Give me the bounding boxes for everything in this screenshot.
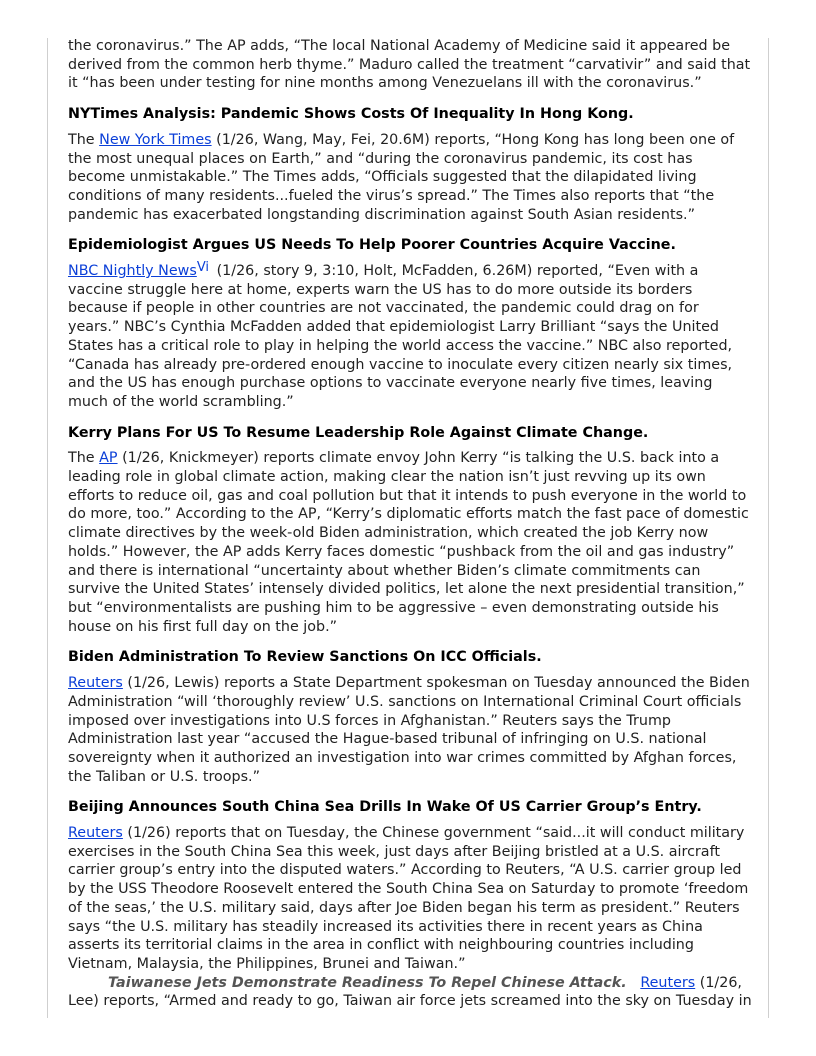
article-south-china-sea: [68, 798, 752, 1011]
article-kerry-climate: [68, 424, 752, 637]
intro-paragraph: the coronavirus.” The AP adds, “The local National Academy of Medicine said it appeared be derived from the common herb thyme.” Maduro called the treatment “carvativir” and said that it “has been under testing for nine months among Venezuelans ill with the coronavirus.”: [68, 38, 751, 92]
article-vaccine-access: [68, 236, 752, 411]
article-headline: NYTimes Analysis: Pandemic Shows Costs Of Inequality In Hong Kong.: [68, 106, 634, 123]
article-nytimes-hong-kong: [68, 105, 752, 224]
article-headline: Biden Administration To Review Sanctions On ICC Officials.: [68, 649, 542, 666]
source-link-new-york-times[interactable]: New York Times: [99, 131, 212, 148]
source-link-reuters[interactable]: Reuters: [640, 974, 696, 991]
article-headline: Beijing Announces South China Sea Drills In Wake Of US Carrier Group’s Entry.: [68, 799, 702, 816]
article-body: Reuters (1/26, Lewis) reports a State Department spokesman on Tuesday announced the Biden Administration “will ‘thoroughly review’ U.S. sanctions on International Criminal Court officials imposed over investigations into U.S forces in Afghanistan.” Reuters says the Trump Administration last year “accused the Hague-based tribunal of infringing on U.S. national sovereignty when it authorized an investigation into war crimes committed by Afghan forces, the Taliban or U.S. troops.”: [68, 675, 750, 785]
article-body: Reuters (1/26) reports that on Tuesday, the Chinese government “said...it will conduct military exercises in the South China Sea this week, just days after Beijing bristled at a U.S. aircraft carrier group’s entry into the disputed waters.” According to Reuters, “A U.S. carrier group led by the USS Theodore Roosevelt entered the South China Sea on Saturday to promote ‘freedom of the seas,’ the U.S. military said, days after Joe Biden began his term as president.” Reuters says “the U.S. military has steadily increased its activities there in recent years as China asserts its territorial claims in the area in conflict with neighbouring countries including Vietnam, Malaysia, the Philippines, Brunei and Taiwan.”: [68, 825, 749, 972]
page-border-left: [47, 38, 48, 1018]
article-headline: Kerry Plans For US To Resume Leadership Role Against Climate Change.: [68, 424, 649, 441]
article-body: The New York Times (1/26, Wang, May, Fei, 20.6M) reports, “Hong Kong has long been one of the most unequal places on Earth,” and “during the coronavirus pandemic, its cost has become unmistakable.” The Times adds, “Officials suggested that the dilapidated living conditions of many residents...fueled the virus’s spread.” The Times also reports that “the pandemic has exacerbated longstanding discrimination against South Asian residents.”: [68, 131, 735, 223]
source-link-reuters[interactable]: Reuters: [68, 675, 123, 692]
video-marker[interactable]: Vi: [196, 260, 210, 276]
news-briefing-body: [68, 37, 752, 1011]
source-link-ap[interactable]: AP: [99, 450, 118, 467]
article-icc-sanctions: [68, 648, 752, 786]
source-link-reuters[interactable]: Reuters: [68, 825, 123, 842]
source-link-nbc-nightly-news[interactable]: NBC Nightly News: [68, 263, 197, 280]
subitem-taiwan-jets: Taiwanese Jets Demonstrate Readiness To Repel Chinese Attack. Reuters (1/26, Lee) reports, “Armed and ready to go, Taiwan air force jets screamed into the sky on Tuesday in: [68, 974, 752, 1010]
article-body: NBC Nightly News$^{Vi}$ (1/26, story 9, 3:10, Holt, McFadden, 6.26M) reported, “Even with a vaccine struggle here at home, experts warn the US has to do more outside its borders because if people in other countries are not vaccinated, the pandemic could drag on for years.” NBC’s Cynthia McFadden added that epidemiologist Larry Brilliant “says the United States has a critical role to play in helping the world access the vaccine.” NBC also reported, “Canada has already pre-ordered enough vaccine to inoculate every citizen nearly six times, and the US has enough purchase options to vaccinate everyone nearly five times, leaving much of the world scrambling.”: [68, 260, 733, 410]
article-body: The AP (1/26, Knickmeyer) reports climate envoy John Kerry “is talking the U.S. back into a leading role in global climate action, making clear the nation isn’t just revving up its own efforts to reduce oil, gas and coal pollution but that it intends to push everyone in the world to do more, too.” According to the AP, “Kerry’s diplomatic efforts match the fast pace of domestic climate directives by the week-old Biden administration, which created the job Kerry now holds.” However, the AP adds Kerry faces domestic “pushback from the oil and gas industry” and there is international “uncertainty about whether Biden’s climate commitments can survive the United States’ intensely divided politics, let alone the next presidential transition,” but “environmentalists are pushing him to be aggressive – even demonstrating outside his house on his first full day on the job.”: [68, 450, 749, 635]
article-headline: Epidemiologist Argues US Needs To Help Poorer Countries Acquire Vaccine.: [68, 237, 676, 254]
subitem-headline: Taiwanese Jets Demonstrate Readiness To Repel Chinese Attack.: [108, 974, 627, 991]
page-border-right: [768, 38, 769, 1018]
